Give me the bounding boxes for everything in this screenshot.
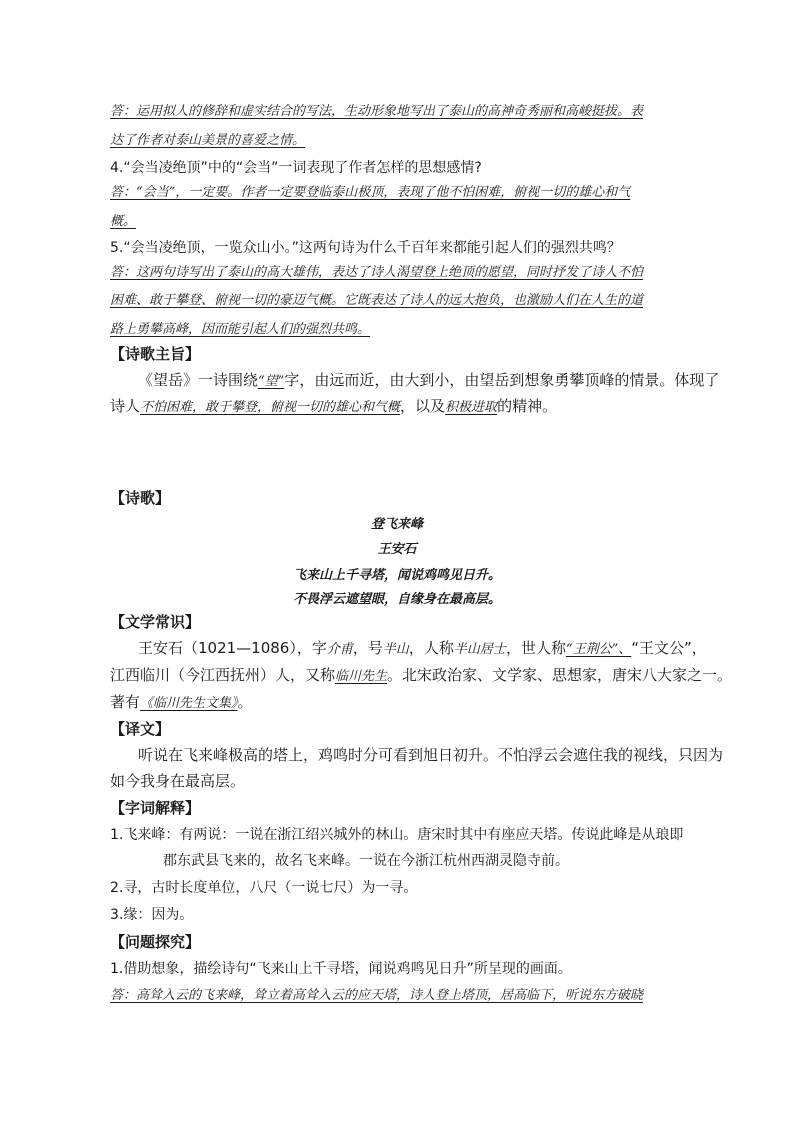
theme-heading: 【诗歌主旨】 xyxy=(110,345,201,363)
literature-text: ，世人称 xyxy=(505,639,566,657)
glossary-item-1-line-1: 1.飞来峰：有两说：一说在浙江绍兴城外的林山。唐宋时其中有座应天塔。传说此峰是从琅即 xyxy=(110,827,684,843)
answer-4-line-2: 概。 xyxy=(110,214,137,229)
answer-5-line-3: 路上勇攀高峰，因而能引起人们的强烈共鸣。 xyxy=(110,322,371,337)
question-4: 4.“会当凌绝顶”中的“会当”一词表现了作者怎样的思想感情? xyxy=(110,160,482,176)
literature-emphasis: 《临川先生文集》 xyxy=(140,696,238,711)
glossary-item-2: 2.寻，古时长度单位，八尺（一说七尺）为一寻。 xyxy=(110,880,418,896)
theme-text: 的精神。 xyxy=(497,397,558,415)
answer-3-line-2: 达了作者对泰山美景的喜爱之情。 xyxy=(110,133,306,148)
theme-paragraph-line-1 xyxy=(138,370,719,392)
theme-text: 《望岳》一诗围绕 xyxy=(138,371,259,389)
literature-text: 。 xyxy=(237,693,253,711)
theme-text: 字，由远而近，由大到小，由望岳到想象勇攀顶峰的情景。体现了 xyxy=(284,371,720,389)
literature-emphasis: 半山 xyxy=(382,642,409,657)
poem-line-1: 飞来山上千寻塔，闻说鸡鸣见日升。 xyxy=(292,568,501,583)
literature-text: ，号 xyxy=(352,639,383,657)
literature-text: 。北宋政治家、文学家、思想家，唐宋八大家之一。 xyxy=(387,666,733,684)
inquiry-heading: 【问题探究】 xyxy=(110,933,201,951)
literature-emphasis: 临川先生 xyxy=(335,669,388,684)
answer-5-line-2: 困难、敢于攀登、俯视一切的豪迈气概。它既表达了诗人的远大抱负，也激励人们在人生的道 xyxy=(110,293,644,308)
translation-heading: 【译文】 xyxy=(110,720,171,738)
literature-line-1 xyxy=(138,638,707,660)
theme-paragraph-line-2 xyxy=(110,396,557,418)
theme-text: 诗人 xyxy=(110,397,141,415)
poem-author: 王安石 xyxy=(377,542,417,557)
literature-text: “王文公”， xyxy=(631,639,707,657)
translation-line-2: 如今我身在最高层。 xyxy=(110,772,246,790)
glossary-item-3: 3.缘：因为。 xyxy=(110,907,194,923)
literature-heading: 【文学常识】 xyxy=(110,613,201,631)
inquiry-question-1: 1.借助想象，描绘诗句“飞来山上千寻塔，闻说鸡鸣见日升”所呈现的画面。 xyxy=(110,961,572,977)
answer-5-line-1: 答：这两句诗写出了泰山的高大雄伟，表达了诗人渴望登上绝顶的愿望，同时抒发了诗人不怕 xyxy=(110,265,644,280)
literature-text: 著有 xyxy=(110,693,141,711)
theme-text: ，以及 xyxy=(400,397,446,415)
answer-4-line-1: 答：“会当”，一定要。作者一定要登临泰山极顶，表现了他不怕困难，俯视一切的雄心和气 xyxy=(110,185,631,200)
literature-emphasis: “王荆公”、 xyxy=(565,642,632,657)
answer-3-line-1: 答：运用拟人的修辞和虚实结合的写法，生动形象地写出了泰山的高神奇秀丽和高峻挺拔。表 xyxy=(110,104,644,119)
glossary-item-1-line-2: 郡东武县飞来的，故名飞来峰。一说在今浙江杭州西湖灵隐寺前。 xyxy=(163,853,569,869)
literature-emphasis: 半山居士 xyxy=(453,642,506,657)
glossary-heading: 【字词解释】 xyxy=(110,799,201,817)
literature-line-3 xyxy=(110,692,253,714)
literature-text: 江西临川（今江西抚州）人，又称 xyxy=(110,666,336,684)
poem-title: 登飞来峰 xyxy=(370,517,423,532)
poem-heading: 【诗歌】 xyxy=(110,489,171,507)
theme-keyword: “望” xyxy=(258,374,285,389)
translation-line-1: 听说在飞来峰极高的塔上，鸡鸣时分可看到旭日初升。不怕浮云会遮住我的视线，只因为 xyxy=(138,746,724,764)
literature-text: 王安石（1021—1086），字 xyxy=(138,639,327,657)
question-5: 5.“会当凌绝顶，一览众山小。”这两句诗为什么千百年来都能引起人们的强烈共鸣？ xyxy=(110,240,621,256)
literature-text: ，人称 xyxy=(408,639,454,657)
inquiry-answer-1-line-1: 答：高耸入云的飞来峰，耸立着高耸入云的应天塔，诗人登上塔顶，居高临下，听说东方破晓 xyxy=(110,988,644,1003)
theme-emphasis: 积极进取 xyxy=(445,400,498,415)
literature-emphasis: 介甫 xyxy=(326,642,353,657)
literature-line-2 xyxy=(110,665,732,687)
poem-line-2: 不畏浮云遮望眼，自缘身在最高层。 xyxy=(292,592,501,607)
theme-emphasis: 不怕困难，敢于攀登，俯视一切的雄心和气概 xyxy=(140,400,401,415)
